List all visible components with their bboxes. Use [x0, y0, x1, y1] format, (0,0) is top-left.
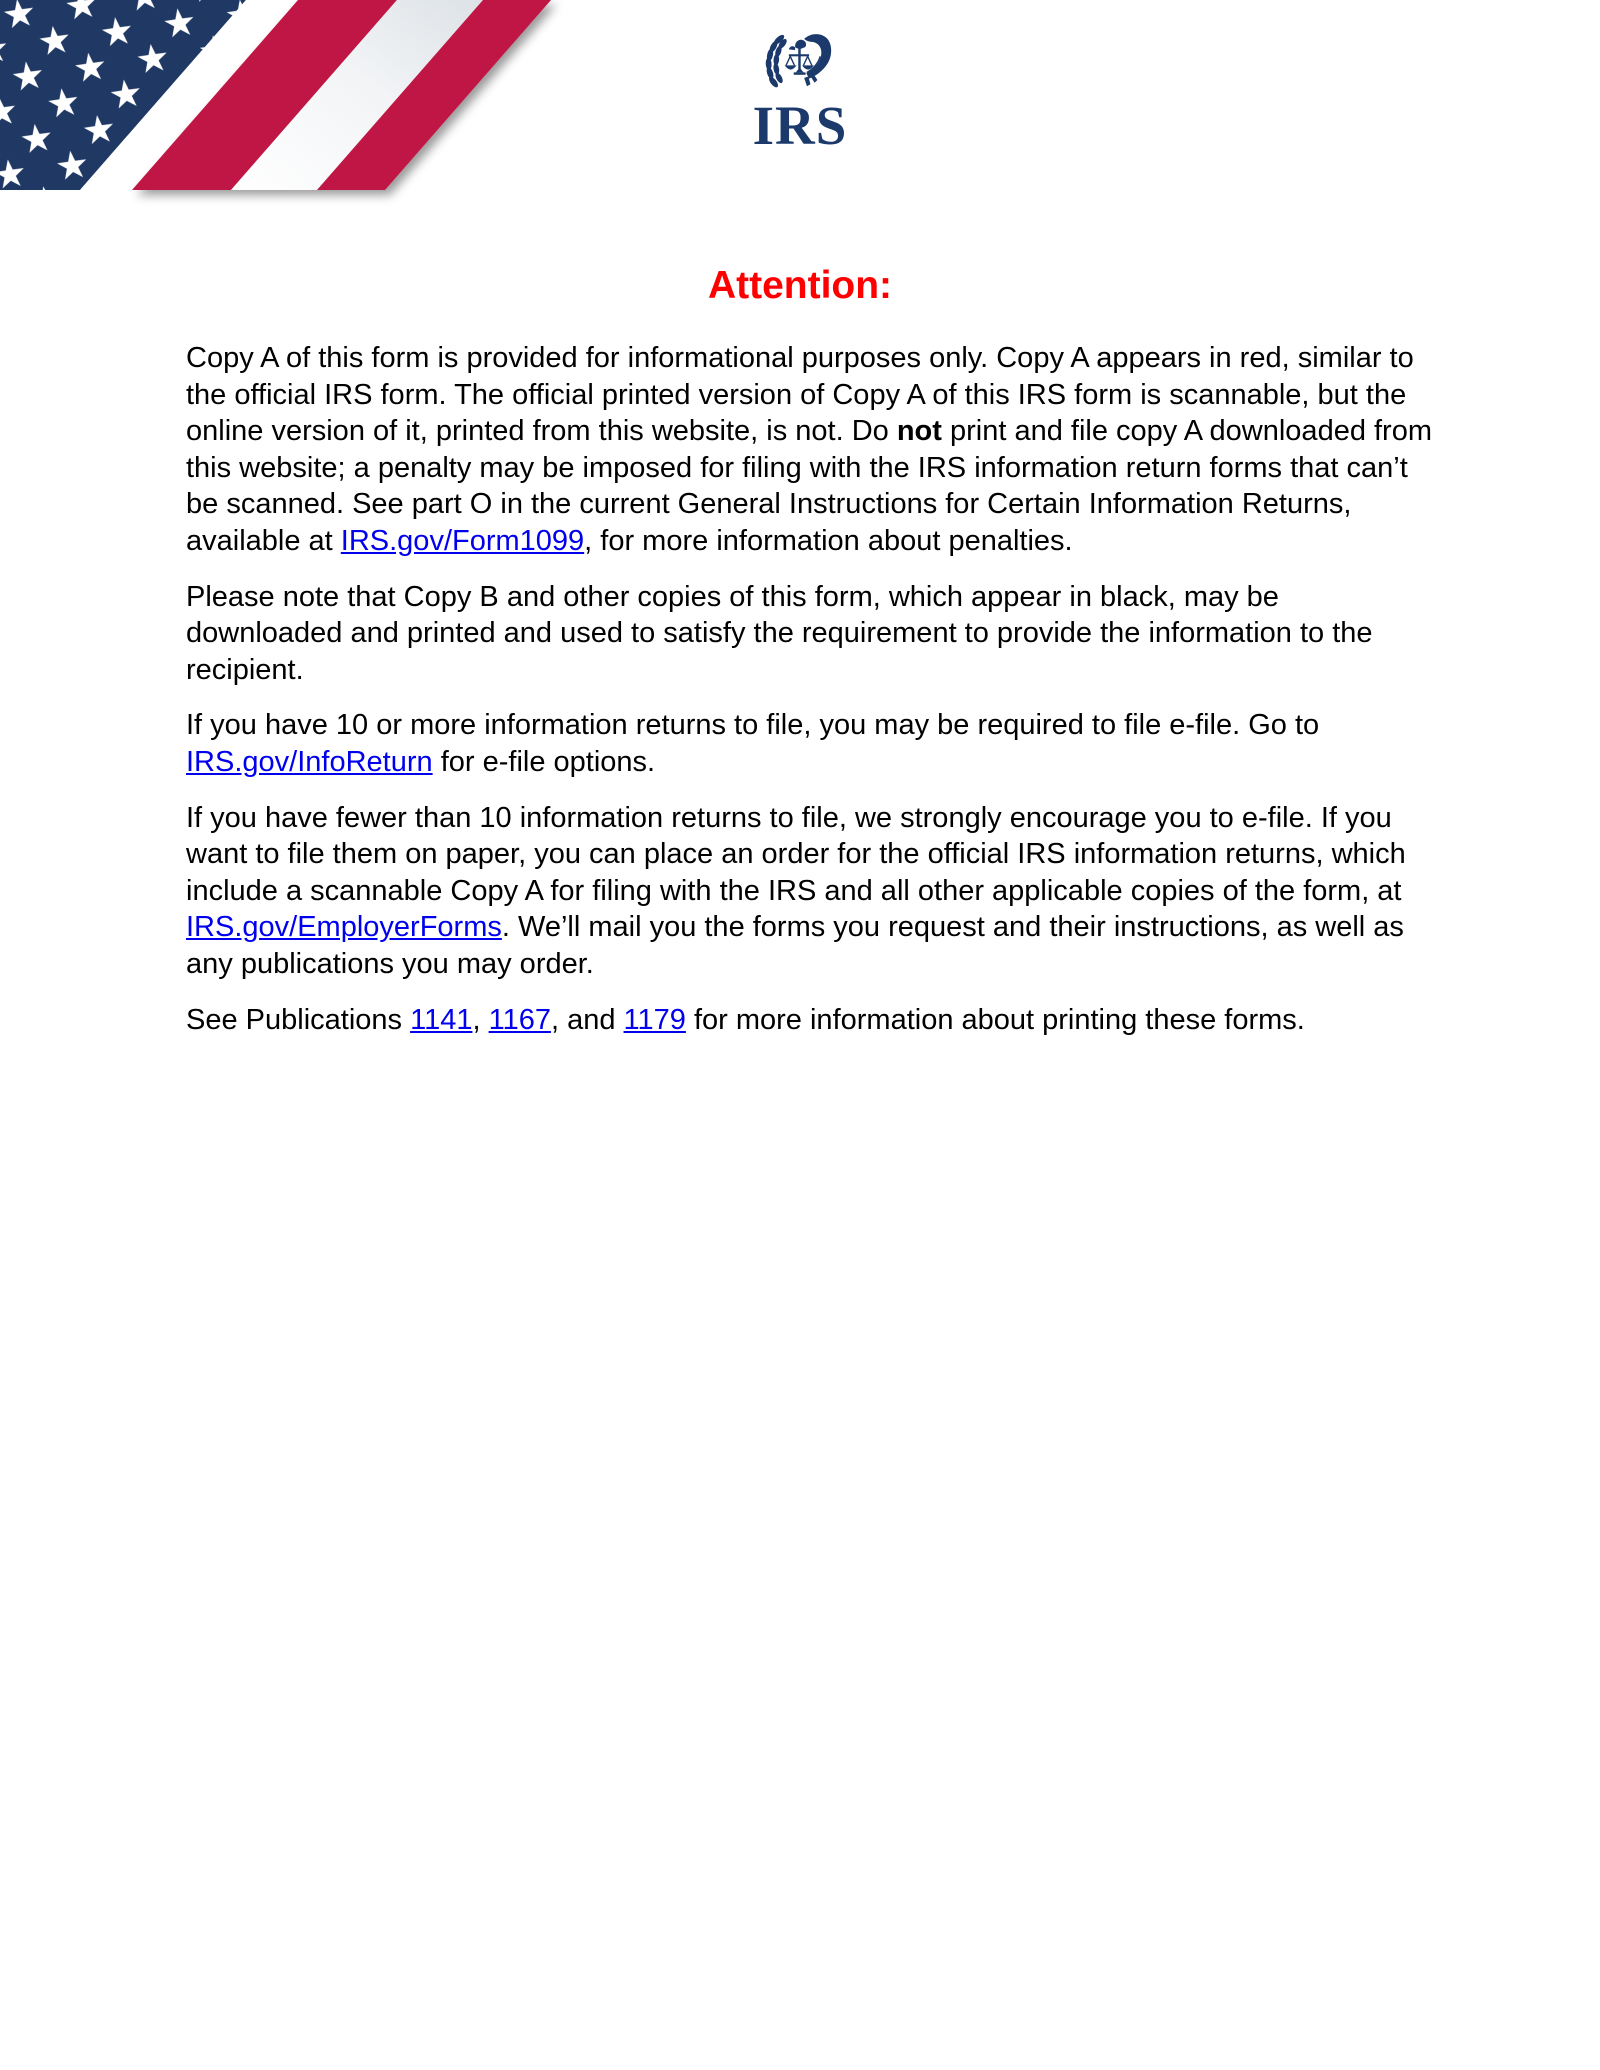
irs-eagle-scales-icon: [761, 30, 839, 98]
link-1167[interactable]: 1167: [488, 1003, 551, 1036]
irs-wordmark: IRS: [752, 95, 848, 156]
text-run: for e-file options.: [432, 745, 656, 778]
paragraph: [186, 800, 1434, 983]
text-run: Please note that Copy B and other copies of this form, which appear in black, may be downloaded and printed and used to satisfy the requirement to provide the information to the recipient.: [186, 580, 1373, 686]
text-run: If you have fewer than 10 information returns to file, we strongly encourage you to e-file. If you want to file them on paper, you can place an order for the official IRS information returns, which include a scannable Copy A for filing with the IRS and all other applicable copies of the form, at: [186, 801, 1406, 907]
paragraph: [186, 579, 1434, 689]
attention-heading: Attention:: [707, 264, 893, 307]
irs-logo: [0, 30, 1600, 156]
paragraph: [186, 707, 1434, 780]
text-run: If you have 10 or more information returns to file, you may be required to file e-file. Go to: [186, 709, 1320, 742]
text-run: Copy A of this form is provided for informational purposes only. Copy A appears in red, similar to the official IRS form. The official printed version of Copy A of this IRS form is scannable, but the online version of it, printed from this website, is not. Do: [186, 342, 1414, 448]
text-run: ,: [472, 1003, 489, 1036]
link-irs-gov-employerforms[interactable]: IRS.gov/EmployerForms: [186, 911, 502, 944]
link-1179[interactable]: 1179: [623, 1003, 686, 1036]
text-run: . We’ll mail you the forms you request and their instructions, as well as any publications you may order.: [186, 911, 1404, 980]
text-run: , and: [550, 1003, 624, 1036]
text-run: , for more information about penalties.: [584, 524, 1073, 557]
text-run: for more information about printing these forms.: [685, 1003, 1305, 1036]
paragraph: [186, 1002, 1434, 1039]
text-run: See Publications: [186, 1003, 411, 1036]
paragraph: [186, 340, 1434, 560]
text-run: print and file copy A downloaded from this website; a penalty may be imposed for filing with the IRS information return forms that can’t be scanned. See part O in the current General Instructions for Certain Information Returns, available at: [186, 415, 1433, 557]
body-text: [186, 340, 1434, 1057]
link-irs-gov-form1099[interactable]: IRS.gov/Form1099: [340, 524, 585, 557]
link-1141[interactable]: 1141: [410, 1003, 473, 1036]
bold-text: not: [896, 415, 942, 448]
link-irs-gov-inforeturn[interactable]: IRS.gov/InfoReturn: [186, 745, 433, 778]
